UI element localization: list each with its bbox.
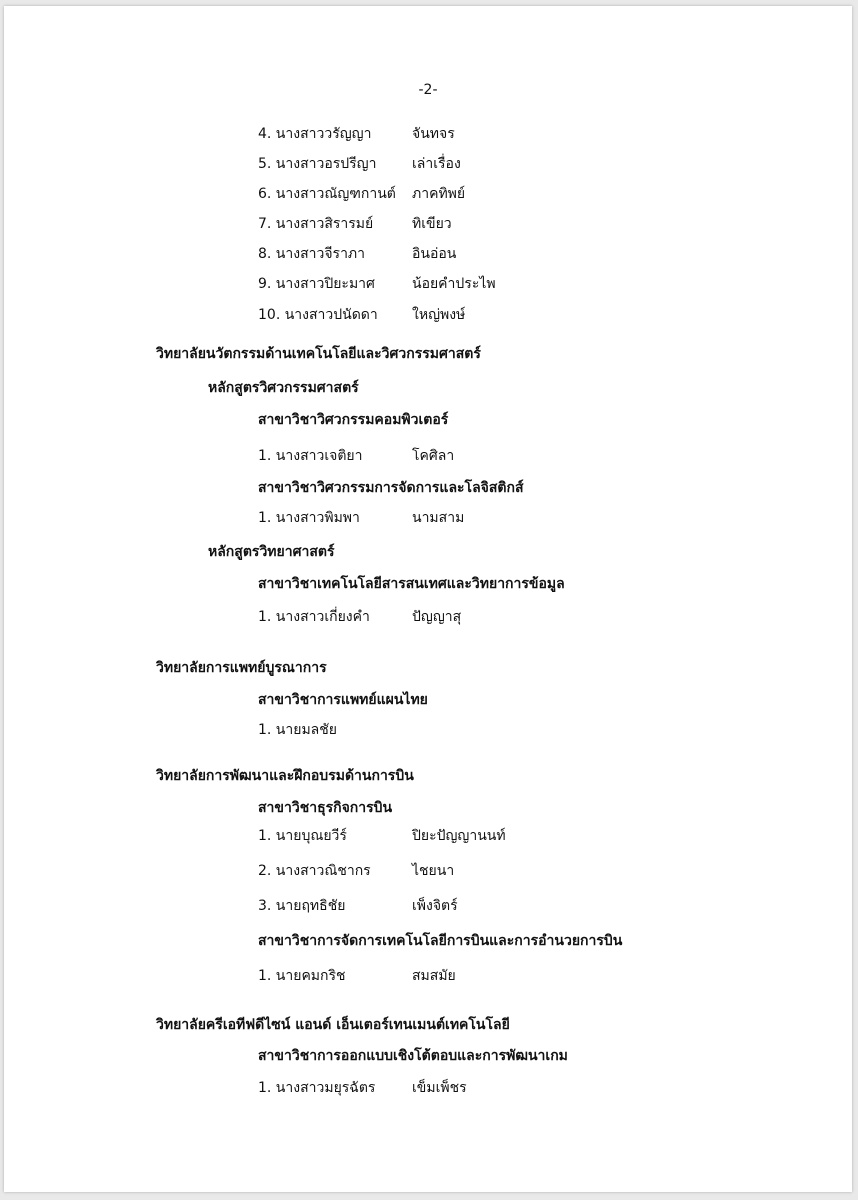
major-heading: สาขาวิชาการจัดการเทคโนโลยีการบินและการอำนวยการบิน [258,933,623,949]
student-surname: เล่าเรื่อง [412,156,461,172]
student-name: 1. นางสาวมยุรฉัตร [258,1080,376,1096]
student-surname: เพ็งจิตร์ [412,898,458,914]
student-name: 9. นางสาวปิยะมาศ [258,276,375,292]
college-heading: วิทยาลัยนวัตกรรมด้านเทคโนโลยีและวิศวกรรมศาสตร์ [156,346,481,362]
student-surname: จันทจร [412,126,455,142]
student-name: 4. นางสาววรัญญา [258,126,372,142]
major-heading: สาขาวิชาการแพทย์แผนไทย [258,692,428,708]
student-surname: ภาคทิพย์ [412,186,466,202]
student-surname: ปัญญาสุ [412,609,462,625]
student-surname: โคศิลา [412,448,455,464]
major-heading: สาขาวิชาวิศวกรรมคอมพิวเตอร์ [258,412,449,428]
program-heading: หลักสูตรวิศวกรรมศาสตร์ [208,380,359,396]
student-surname: น้อยคำประไพ [412,276,496,292]
student-surname: ทิเขียว [412,216,452,232]
student-surname: ปิยะปัญญานนท์ [412,828,506,844]
student-name: 8. นางสาวจีราภา [258,246,366,262]
major-heading: สาขาวิชาธุรกิจการบิน [258,800,393,816]
student-name: 6. นางสาวณัญฑกานต์ [258,186,396,202]
college-heading: วิทยาลัยครีเอทีฟดีไซน์ แอนด์ เอ็นเตอร์เทนเมนต์เทคโนโลยี [156,1017,510,1033]
major-heading: สาขาวิชาวิศวกรรมการจัดการและโลจิสติกส์ [258,480,524,496]
student-surname: นามสาม [412,510,465,526]
student-name: 1. นางสาวเจติยา [258,448,363,464]
student-name: 3. นายฤทธิชัย [258,898,346,914]
college-heading: วิทยาลัยการแพทย์บูรณาการ [156,660,327,676]
student-name: 1. นายมลชัย [258,722,337,738]
student-surname: เข็มเพ็ชร [412,1080,467,1096]
college-heading: วิทยาลัยการพัฒนาและฝึกอบรมด้านการบิน [156,768,414,784]
program-heading: หลักสูตรวิทยาศาสตร์ [208,544,335,560]
student-name: 7. นางสาวสิรารมย์ [258,216,374,232]
student-name: 10. นางสาวปนัดดา [258,307,378,323]
student-surname: ไชยนา [412,863,455,879]
student-surname: ใหญ่พงษ์ [412,307,466,323]
page-number: -2- [418,82,438,98]
student-name: 1. นายบุณยวีร์ [258,828,347,844]
student-name: 1. นางสาวเกี่ยงคำ [258,609,370,625]
student-name: 1. นางสาวพิมพา [258,510,360,526]
major-heading: สาขาวิชาการออกแบบเชิงโต้ตอบและการพัฒนาเกม [258,1048,568,1064]
major-heading: สาขาวิชาเทคโนโลยีสารสนเทศและวิทยาการข้อมูล [258,576,565,592]
student-surname: สมสมัย [412,968,456,984]
student-name: 1. นายคมกริช [258,968,346,984]
student-name: 5. นางสาวอรปรีญา [258,156,377,172]
student-name: 2. นางสาวณิชากร [258,863,371,879]
student-surname: อินอ่อน [412,246,457,262]
document-page [4,6,852,1192]
